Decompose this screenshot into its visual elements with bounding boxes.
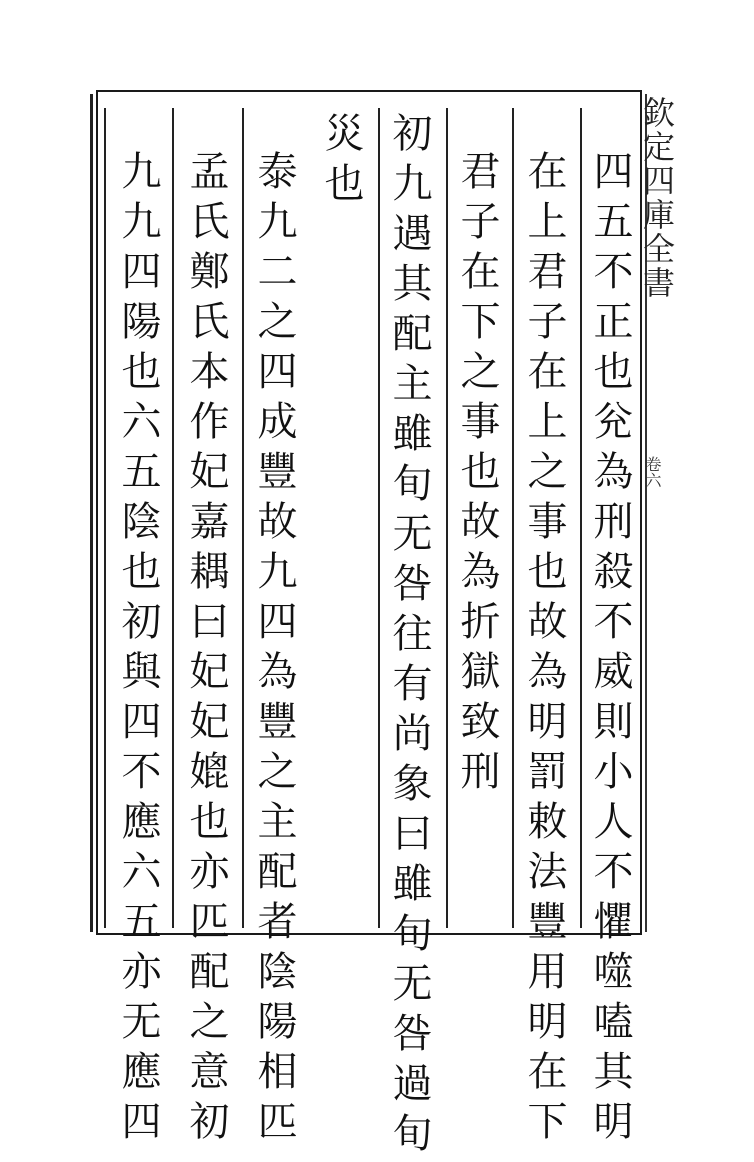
outer-border-left: [90, 94, 93, 932]
text-column-8: 九九四陽也六五陰也初與四不應六五亦无應四: [115, 150, 161, 1150]
text-column-7: 孟氏鄭氏本作妃嘉耦曰妃妃媲也亦匹配之意初: [183, 150, 229, 1150]
column-rule: [446, 108, 448, 928]
column-rule: [512, 108, 514, 928]
text-column-1: 四五不正也兊為刑殺不威則小人不懼噬嗑其明: [587, 150, 633, 1150]
column-rule: [104, 108, 106, 928]
column-rule: [242, 108, 244, 928]
text-column-3: 君子在下之事也故為折獄致刑: [454, 150, 500, 800]
column-rule: [172, 108, 174, 928]
column-rule: [378, 108, 380, 928]
text-column-5: 災也: [318, 112, 364, 212]
margin-book-title: 欽定四庫全書: [638, 96, 676, 300]
margin-volume-number: 卷六: [643, 456, 662, 488]
text-column-6: 泰九二之四成豐故九四為豐之主配者陰陽相匹: [251, 150, 297, 1150]
text-column-2: 在上君子在上之事也故為明罰敕法豐用明在下: [521, 150, 567, 1150]
text-column-4: 初九遇其配主雖旬无咎往有尚象曰雖旬无咎過旬: [386, 112, 432, 1162]
